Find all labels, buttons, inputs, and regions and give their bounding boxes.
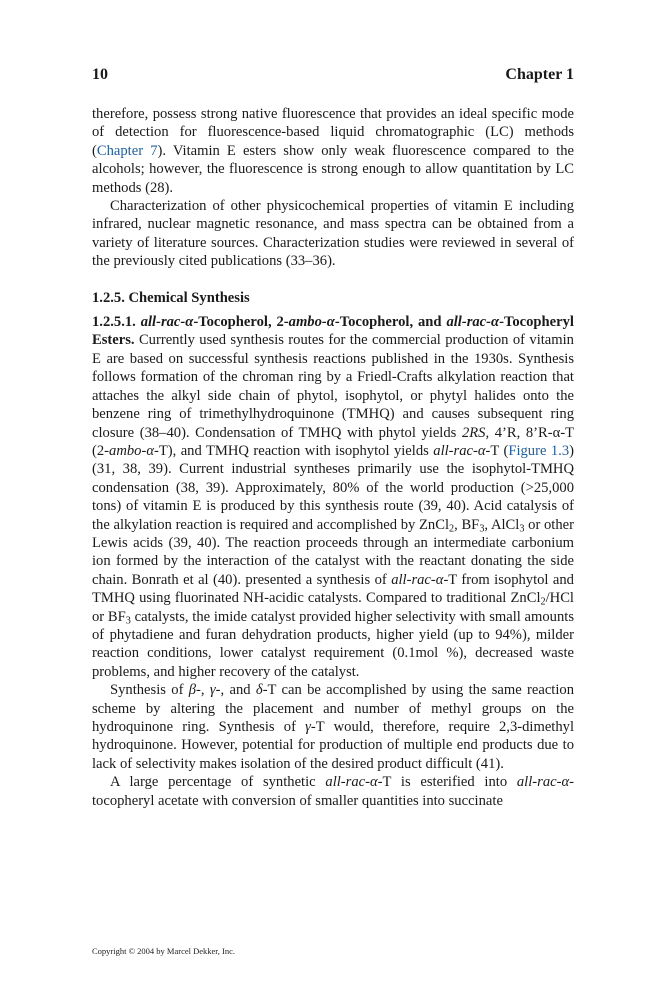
paragraph-homologues: Synthesis of β-, γ-, and δ-T can be accomplished by using the same reaction scheme by altering the placement and number of methyl groups on the hydroquinone ring. Synthesis of γ-T would, therefore, require 2,3-dimethyl hydroquinone. However, potential for production of multiple end products due to lack of selectivity makes isolation of the desired product difficult (41).	[92, 682, 575, 772]
paragraph-synthesis: 1.2.5.1. all-rac-α-Tocopherol, 2-ambo-α-Tocopherol, and all-rac-α-Tocopheryl Esters. Currently used synthesis routes for the commercial production of vitamin E are based on successful synthesis reactions published in the 1930s. Synthesis follows formation of the chroman ring by a Friedl-Crafts alkylation reaction that attaches the alkyl side chain of phytol, isophytol, or phytyl halides onto the benzene ring of trimethylhydroquinone (TMHQ) and causes subsequent ring closure (38–40). Condensation of TMHQ with phytol yields 2RS, 4’R, 8’R-α-T (2-ambo-α-T), and TMHQ reaction with isophytol yields all-rac-α-T (Figure 1.3) (31, 38, 39). Current industrial syntheses primarily use the isophytol-TMHQ condensation (38, 39). Approximately, 80% of the world production (>25,000 tons) of vitamin E is produced by this synthesis route (39, 40). Acid catalysis of the alkylation reaction is required and accomplished by ZnCl$_2$, $BF_3$, AlCl$_3$ or other Lewis acids (39, 40). The reaction proceeds through an intermediate carbonium ion formed by the interaction of the catalyst with the reactant donating the side chain. Bonrath et al (40). presented a synthesis of all-rac-α-T from isophytol and TMHQ using fluorinated NH-acidic catalysts. Compared to traditional ZnCl$_2$/HCl or $BF_3$ catalysts, the imide catalyst provided higher selectivity with small amounts of phytadiene and furan dehydration products, higher yield (up to 94%), milder reaction conditions, lower catalyst requirement (0.1mol %), decreased waste problems, and higher recovery of the catalyst.	[92, 314, 575, 680]
chapter-7-link[interactable]: Chapter 7	[96, 142, 158, 159]
paragraph-characterization: Characterization of other physicochemical properties of vitamin E including infrared, nuclear magnetic resonance, and mass spectra can be obtained from a variety of literature sources. Characterization studies were reviewed in several of the previously cited publications (33–36).	[92, 198, 574, 270]
figure-1-3-link[interactable]: Figure 1.3	[508, 442, 570, 459]
paragraph-fluorescence	[92, 105, 574, 197]
copyright-footer: Copyright © 2004 by Marcel Dekker, Inc.	[92, 946, 236, 956]
subsection-heading: 1.2.5.1. all-rac-α-Tocopherol, 2-ambo-α-Tocopherol, and all-rac-α-Tocopheryl Esters.	[92, 314, 574, 349]
page-body	[92, 105, 574, 810]
paragraph-esterification: A large percentage of synthetic all-rac-α-T is esterified into all-rac-α-tocopheryl acetate with conversion of smaller quantities into succinate	[92, 774, 574, 809]
chapter-title: Chapter 1	[505, 66, 574, 83]
page-header	[92, 66, 574, 84]
page-number: 10	[92, 66, 108, 83]
section-heading: 1.2.5. Chemical Synthesis	[92, 289, 250, 306]
text-run: therefore, possess strong native fluorescence that provides an ideal specific mode of detection for fluorescence-based liquid chromatographic (LC) methods (	[92, 106, 574, 159]
text-run: ). Vitamin E esters show only weak fluorescence compared to the alcohols; however, the fluorescence is strong enough to allow quantitation by LC methods (28).	[92, 142, 574, 196]
